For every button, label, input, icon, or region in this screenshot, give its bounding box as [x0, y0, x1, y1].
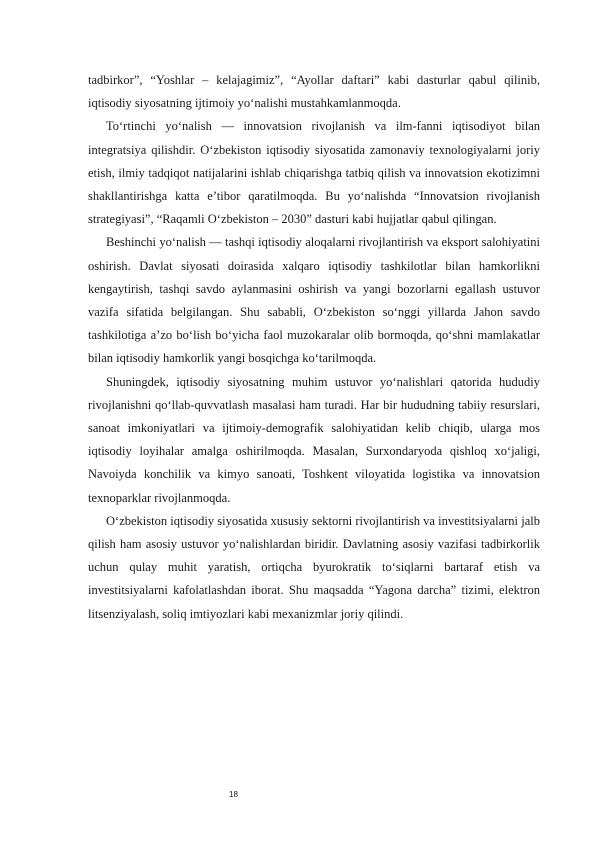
paragraph-fifth-direction: Beshinchi yo‘nalish — tashqi iqtisodiy aloqalarni rivojlantirish va eksport salohiyatini oshirish. Davlat siyosati doirasida xalqaro iqtisodiy tashkilotlar bilan hamkorlikni kengaytirish, tashqi savdo aylanmasini oshirish va yangi bozorlarni egallash ustuvor vazifa sifatida belgilangan. Shu sababli, O‘zbekiston so‘nggi yillarda Jahon savdo tashkilotiga a’zo bo‘lish bo‘yicha faol muzokaralar olib bormoqda, qo‘shni mamlakatlar bilan iqtisodiy hamkorlik yangi bosqichga ko‘tarilmoqda. — [88, 235, 540, 366]
paragraph-private-sector: O‘zbekiston iqtisodiy siyosatida xususiy sektorni rivojlantirish va investitsiyalarni jalb qilish ham asosiy ustuvor yo‘nalishlardan biridir. Davlatning asosiy vazifasi tadbirkorlik uchun qulay muhit yaratish, ortiqcha byurokratik to‘siqlarni bartaraf etish va investitsiyalarni kafolatlashdan iborat. Shu maqsadda “Yagona darcha” tizimi, elektron litsenziyalash, soliq imtiyozlari kabi mexanizmlar joriy qilindi. — [88, 513, 540, 621]
paragraph-continuation: tadbirkor”, “Yoshlar – kelajagimiz”, “Ayollar daftari” kabi dasturlar qabul qilinib, iqtisodiy siyosatning ijtimoiy yo‘nalishi mustahkamlanmoqda. — [88, 73, 540, 111]
document-body — [88, 69, 540, 626]
paragraph-fourth-direction: To‘rtinchi yo‘nalish — innovatsion rivojlanish va ilm-fanni iqtisodiyot bilan integratsiya qilishdir. O‘zbekiston iqtisodiy siyosatida zamonaviy texnologiyalarni joriy etish, ilmiy tadqiqot natijalarini ishlab chiqarishga tatbiq qilish va innovatsion ekotizimni shakllantirishga katta e’tibor qaratilmoqda. Bu yo‘nalishda “Innovatsion rivojlanish strategiyasi”, “Raqamli O‘zbekiston – 2030” dasturi kabi hujjatlar qabul qilingan. — [88, 119, 540, 227]
paragraph-regional-development: Shuningdek, iqtisodiy siyosatning muhim ustuvor yo‘nalishlari qatorida hududiy rivojlanishni qo‘llab-quvvatlash masalasi ham turadi. Har bir hududning tabiiy resurslari, sanoat imkoniyatlari va ijtimoiy-demografik salohiyatidan kelib chiqib, ularga mos iqtisodiy loyihalar amalga oshirilmoqda. Masalan, Surxondaryoda qishloq xo‘jaligi, Navoiyda konchilik va kimyo sanoati, Toshkent viloyatida logistika va innovatsion texnoparklar rivojlanmoqda. — [88, 374, 540, 505]
page-number: 18 — [229, 790, 238, 799]
